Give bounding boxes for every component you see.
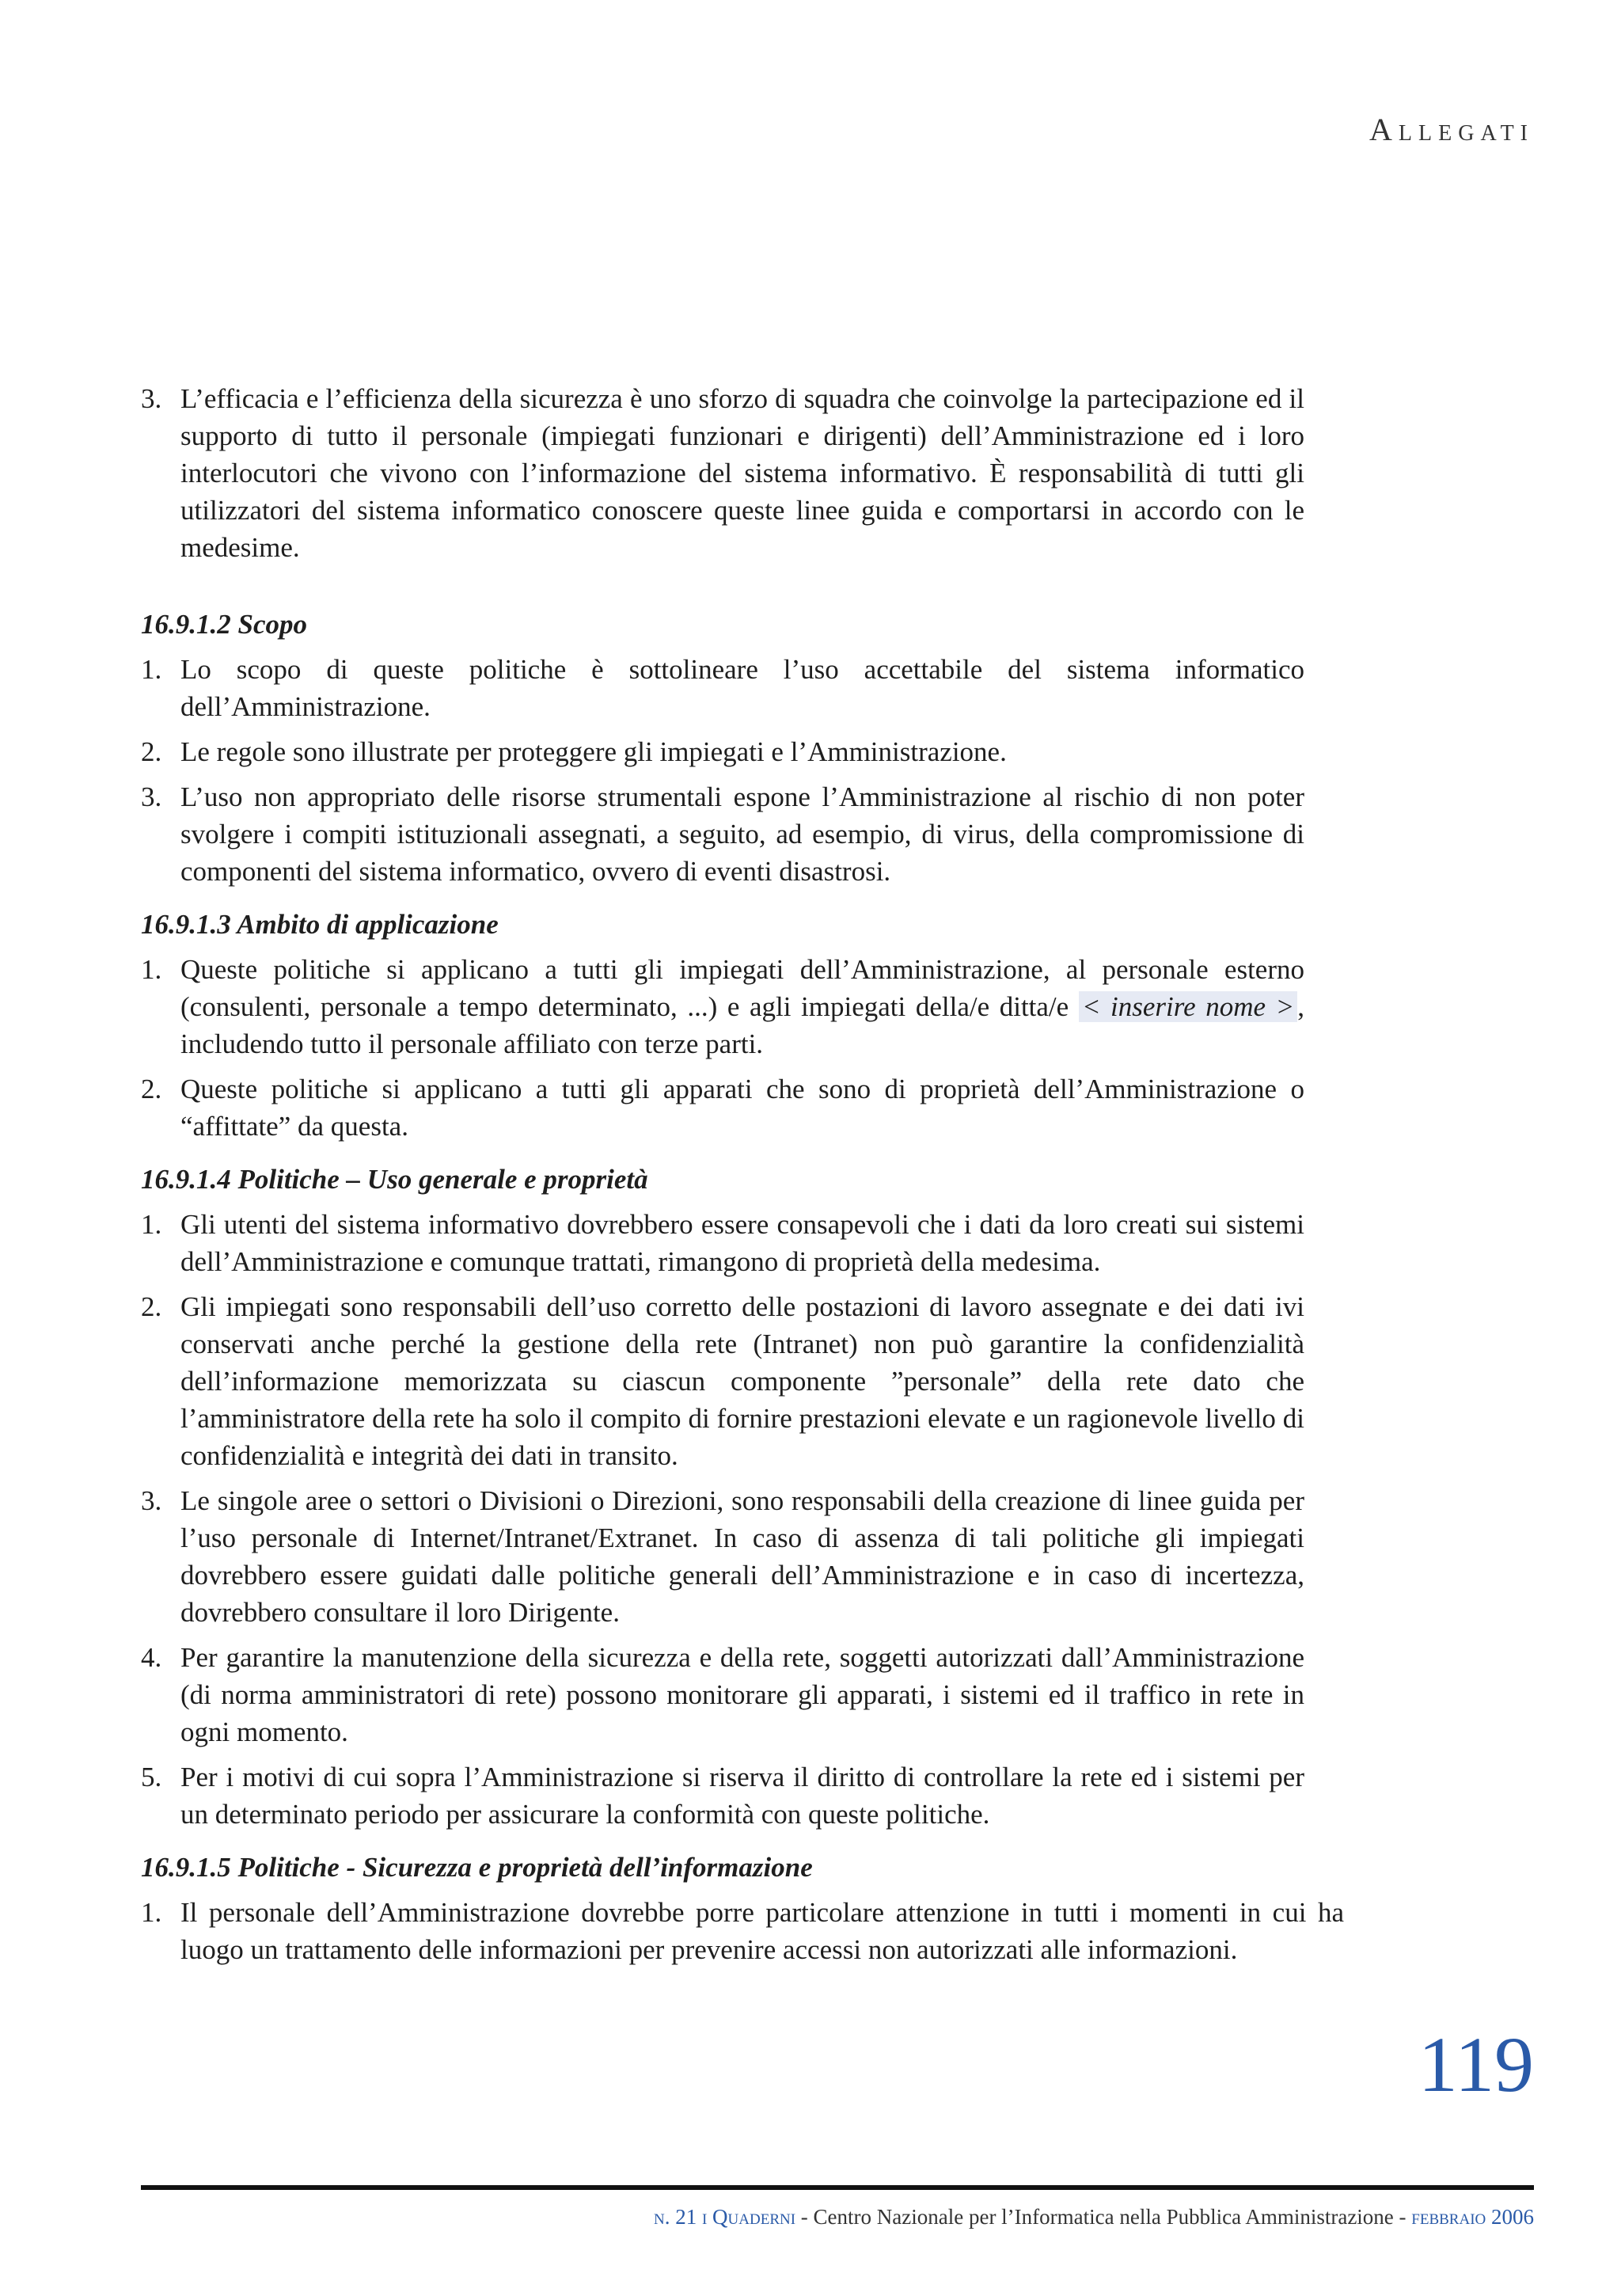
item-number: 2. (141, 1074, 162, 1104)
item-number: 2. (141, 736, 162, 767)
item-text: Lo scopo di queste politiche è sottolineare l’uso accettabile del sistema informatico dell’Amministrazione. (180, 654, 1304, 722)
page-body (141, 380, 1344, 1976)
item-number: 1. (141, 1897, 162, 1928)
item-text: Le regole sono illustrate per proteggere gli impiegati e l’Amministrazione. (180, 736, 1007, 767)
running-header: Allegati (1369, 112, 1534, 147)
footer-rule (141, 2185, 1534, 2190)
item-text: Per garantire la manutenzione della sicurezza e della rete, soggetti autorizzati dall’Amministrazione (di norma amministratori di rete) possono monitorare gli apparati, i sistemi ed il traffico in rete in ogni momento. (180, 1642, 1304, 1747)
item-text: Gli impiegati sono responsabili dell’uso corretto delle postazioni di lavoro assegnate e dei dati ivi conservati anche perché la gestione della rete (Intranet) non può garantire la confidenzialità dell’informazione memorizzata su ciascun componente ”personale” della rete dato che l’amministratore della rete ha solo il compito di fornire prestazioni elevate e un ragionevole livello di confidenzialità e integrità dei dati in transito. (180, 1291, 1304, 1471)
footer-date: febbraio 2006 (1411, 2205, 1534, 2229)
item-number: 1. (141, 954, 162, 985)
item-number: 3. (141, 1485, 162, 1516)
item-number: 1. (141, 1209, 162, 1240)
item-text: Queste politiche si applicano a tutti gli impiegati dell’Amministrazione, al personale esterno (consulenti, personale a tempo determinato, ...) e agli impiegati della/e ditta/e (180, 954, 1304, 1022)
list-item (141, 733, 1304, 770)
placeholder-highlight: < inserire nome > (1079, 991, 1297, 1022)
list-item (141, 1758, 1304, 1833)
list-item (141, 1070, 1304, 1145)
item-number: 2. (141, 1291, 162, 1322)
footer-org: - Centro Nazionale per l’Informatica nella Pubblica Amministrazione - (795, 2205, 1412, 2229)
item-text: Il personale dell’Amministrazione dovrebbe porre particolare attenzione in tutti i momenti in cui ha luogo un trattamento delle informazioni per prevenire accessi non autorizzati alle informazioni. (180, 1897, 1344, 1965)
section-heading: 16.9.1.5 Politiche - Sicurezza e proprietà dell’informazione (141, 1852, 813, 1883)
list-item (141, 778, 1304, 890)
list-item (141, 651, 1304, 725)
item-number: 4. (141, 1642, 162, 1673)
item-text: L’efficacia e l’efficienza della sicurezza è uno sforzo di squadra che coinvolge la partecipazione ed il supporto di tutto il personale (impiegati funzionari e dirigenti) dell’Amministrazione ed i loro interlocutori che vivono con l’informazione del sistema informativo. È responsabilità di tutti gli utilizzatori del sistema informatico conoscere queste linee guida e comportarsi in accordo con le medesime. (180, 383, 1304, 563)
section-heading: 16.9.1.2 Scopo (141, 609, 307, 640)
section-heading: 16.9.1.4 Politiche – Uso generale e proprietà (141, 1164, 648, 1195)
list-item (141, 1288, 1304, 1474)
item-text: Gli utenti del sistema informativo dovrebbero essere consapevoli che i dati da loro creati sui sistemi dell’Amministrazione e comunque trattati, rimangono di proprietà della medesima. (180, 1209, 1304, 1277)
list-item (141, 1206, 1304, 1280)
item-number: 3. (141, 383, 162, 414)
item-text: L’uso non appropriato delle risorse strumentali espone l’Amministrazione al rischio di non poter svolgere i compiti istituzionali assegnati, a seguito, ad esempio, di virus, della compromissione di componenti del sistema informatico, ovvero di eventi disastrosi. (180, 781, 1304, 887)
item-text: Queste politiche si applicano a tutti gli apparati che sono di proprietà dell’Amministrazione o “affittate” da questa. (180, 1074, 1304, 1142)
item-number: 1. (141, 654, 162, 685)
item-text: Le singole aree o settori o Divisioni o Direzioni, sono responsabili della creazione di linee guida per l’uso personale di Internet/Intranet/Extranet. In caso di assenza di tali politiche gli impiegati dovrebbero essere guidati dalle politiche generali dell’Amministrazione e in caso di incertezza, dovrebbero consultare il loro Dirigente. (180, 1485, 1304, 1628)
item-number: 5. (141, 1762, 162, 1792)
list-item (141, 380, 1304, 566)
list-item (141, 1894, 1344, 1968)
item-text: Per i motivi di cui sopra l’Amministrazione si riserva il diritto di controllare la rete ed i sistemi per un determinato periodo per assicurare la conformità con queste politiche. (180, 1762, 1304, 1830)
section-heading: 16.9.1.3 Ambito di applicazione (141, 909, 499, 940)
item-text: , includendo tutto il personale affiliato con terze parti. (180, 991, 1305, 1059)
footer-issue: n. 21 i Quaderni (654, 2205, 796, 2229)
item-number: 3. (141, 781, 162, 812)
list-item (141, 951, 1304, 1062)
page-number: 119 (1418, 2020, 1534, 2108)
footer (654, 2205, 1534, 2229)
list-item (141, 1639, 1304, 1751)
list-item (141, 1482, 1304, 1631)
